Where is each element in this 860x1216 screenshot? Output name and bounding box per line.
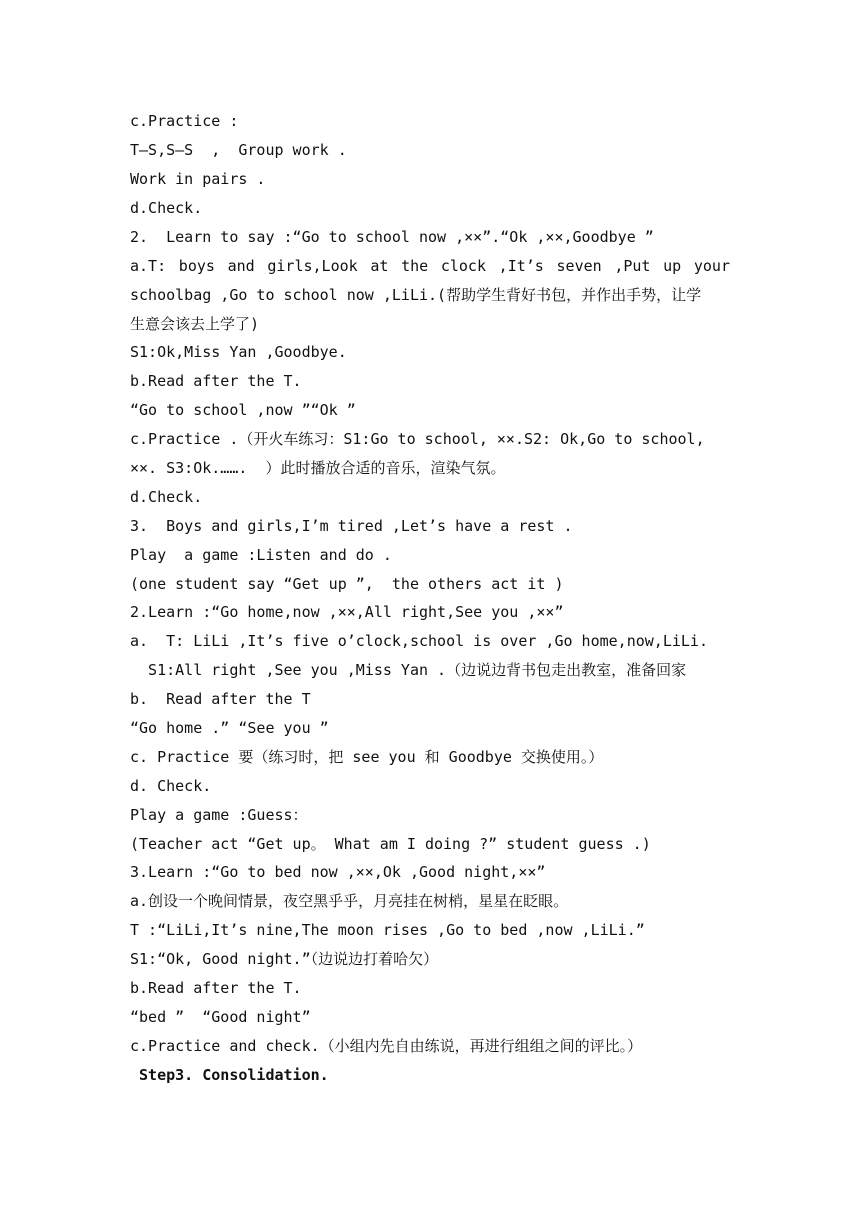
text-line: 3. Boys and girls,I’m tired ,Let’s have a rest . xyxy=(130,517,573,535)
section-heading: Step3. Consolidation. xyxy=(130,1066,329,1084)
text-line: S1:All right ,See you ,Miss Yan .（边说边背书包走出教室，准备回家 xyxy=(130,661,687,679)
text-line: “Go to school ,now ”“Ok ” xyxy=(130,401,356,419)
text-line: c.Practice and check.（小组内先自由练说，再进行组组之间的评比。） xyxy=(130,1037,643,1055)
text-line: (one student say “Get up ”, the others act it ) xyxy=(130,575,564,593)
text-line: a.T: boys and girls,Look at the clock ,It’s seven ,Put up your xyxy=(130,257,730,275)
text-line: a.创设一个晚间情景，夜空黑乎乎，月亮挂在树梢，星星在眨眼。 xyxy=(130,892,569,910)
text-line: Work in pairs . xyxy=(130,170,266,188)
text-line: d.Check. xyxy=(130,488,203,506)
text-line: b.Read after the T. xyxy=(130,372,302,390)
text-line: “Go home .” “See you ” xyxy=(130,719,329,737)
text-line: schoolbag ,Go to school now ,LiLi.(帮助学生背好书包，并作出手势，让学 xyxy=(130,286,702,304)
text-line: 2. Learn to say :“Go to school now ,××”.“Ok ,××,Goodbye ” xyxy=(130,228,654,246)
text-line: Play a game :Listen and do . xyxy=(130,546,392,564)
text-line: c.Practice .（开火车练习：S1:Go to school, ××.S2: Ok,Go to school, xyxy=(130,430,705,448)
text-line: ××. S3:Ok.……. ）此时播放合适的音乐，渲染气氛。 xyxy=(130,459,506,477)
text-line: 3.Learn :“Go to bed now ,××,Ok ,Good night,××” xyxy=(130,863,546,881)
text-line: T :“LiLi,It’s nine,The moon rises ,Go to bed ,now ,LiLi.” xyxy=(130,921,645,939)
text-line: d. Check. xyxy=(130,777,212,795)
text-line: T—S,S—S , Group work . xyxy=(130,141,347,159)
text-line: c.Practice : xyxy=(130,112,239,130)
text-line: “bed ” “Good night” xyxy=(130,1008,311,1026)
text-line: b. Read after the T xyxy=(130,690,311,708)
text-line: (Teacher act “Get up。 What am I doing ?” student guess .) xyxy=(130,835,651,853)
text-line: d.Check. xyxy=(130,199,203,217)
text-line: b.Read after the T. xyxy=(130,979,302,997)
text-line: Play a game :Guess： xyxy=(130,806,308,824)
text-line: a. T: LiLi ,It’s five o’clock,school is over ,Go home,now,LiLi. xyxy=(130,632,708,650)
text-line: S1:Ok,Miss Yan ,Goodbye. xyxy=(130,343,347,361)
text-line: c. Practice 要（练习时，把 see you 和 Goodbye 交换使用。） xyxy=(130,748,604,766)
text-line: S1:“Ok, Good night.”（边说边打着哈欠） xyxy=(130,950,439,968)
text-line: 2.Learn :“Go home,now ,××,All right,See you ,××” xyxy=(130,603,564,621)
text-line: 生意会该去上学了) xyxy=(130,315,260,333)
